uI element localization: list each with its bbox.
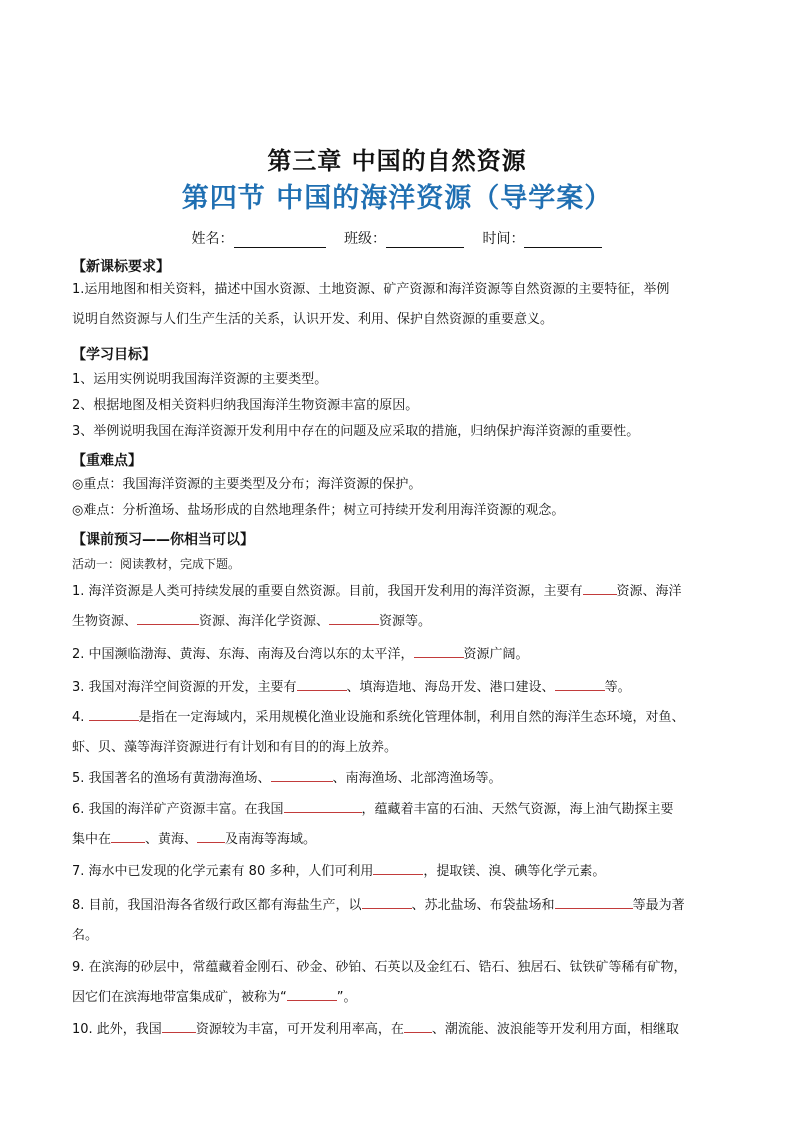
question-4: 4. 是指在一定海域内，采用规模化渔业设施和系统化管理体制，利用自然的海洋生态环境，对鱼、 虾、贝、藻等海洋资源进行有计划和有目的的海上放养。	[72, 703, 732, 763]
answer-blank[interactable]	[89, 707, 139, 721]
name-blank[interactable]	[234, 233, 326, 248]
answer-blank[interactable]	[137, 611, 199, 625]
answer-blank[interactable]	[162, 1019, 196, 1033]
objectives-list	[72, 367, 732, 445]
answer-blank[interactable]	[583, 581, 617, 595]
answer-blank[interactable]	[111, 829, 145, 843]
keypoint-item: ◎重点：我国海洋资源的主要类型及分布；海洋资源的保护。	[72, 477, 422, 492]
keypoints-list	[72, 472, 732, 524]
answer-blank[interactable]	[373, 861, 423, 875]
answer-blank[interactable]	[362, 895, 412, 909]
question-8: 8. 目前，我国沿海各省级行政区都有海盐生产，以 、苏北盐场、布袋盐场和 等最为著 名。	[72, 891, 732, 951]
objective-item: 3、举例说明我国在海洋资源开发利用中存在的问题及应采取的措施，归纳保护海洋资源的重要性。	[72, 424, 640, 439]
curriculum-line-1: 1.运用地图和相关资料，描述中国水资源、土地资源、矿产资源和海洋资源等自然资源的主要特征，举例	[72, 282, 670, 297]
class-field[interactable]	[344, 231, 464, 247]
answer-blank[interactable]	[297, 677, 347, 691]
answer-blank[interactable]	[414, 644, 464, 658]
curriculum-heading: 【新课标要求】	[72, 259, 170, 275]
answer-blank[interactable]	[197, 829, 225, 843]
time-blank[interactable]	[524, 233, 602, 248]
question-2: 2. 中国濒临渤海、黄海、东海、南海及台湾以东的太平洋， 资源广阔。	[72, 640, 732, 670]
time-label: 时间：	[482, 231, 525, 247]
question-9: 9. 在滨海的砂层中，常蕴藏着金刚石、砂金、砂铂、石英以及金红石、锆石、独居石、钛铁矿等稀有矿物， 因它们在滨海地带富集成矿，被称为“ ”。	[72, 960, 687, 1005]
objectives-heading: 【学习目标】	[72, 347, 156, 363]
answer-blank[interactable]	[404, 1019, 432, 1033]
time-field[interactable]	[482, 231, 602, 247]
curriculum-line-2: 说明自然资源与人们生产生活的关系，认识开发、利用、保护自然资源的重要意义。	[72, 312, 554, 327]
curriculum-text	[72, 275, 732, 335]
question-10: 10. 此外，我国 资源较为丰富，可开发利用率高，在 、潮流能、波浪能等开发利用方面，相继取	[72, 1015, 732, 1045]
answer-blank[interactable]	[284, 799, 362, 813]
answer-blank[interactable]	[555, 895, 633, 909]
objective-item: 2、根据地图及相关资料归纳我国海洋生物资源丰富的原因。	[72, 398, 419, 413]
question-6: 6. 我国的海洋矿产资源丰富。在我国 ，蕴藏着丰富的石油、天然气资源，海上油气勘探主要 集中在 、黄海、 及南海等海域。	[72, 795, 732, 855]
preview-heading: 【课前预习——你相当可以】	[72, 532, 254, 548]
name-field[interactable]	[192, 231, 326, 247]
keypoint-item: ◎难点：分析渔场、盐场形成的自然地理条件；树立可持续开发利用海洋资源的观念。	[72, 503, 565, 518]
class-blank[interactable]	[386, 233, 464, 248]
question-7: 7. 海水中已发现的化学元素有 80 多种，人们可利用 ，提取镁、溴、碘等化学元素。	[72, 857, 732, 887]
class-label: 班级：	[344, 231, 386, 247]
activity-label: 活动一：阅读教材，完成下题。	[72, 557, 241, 571]
answer-blank[interactable]	[329, 611, 379, 625]
question-3: 3. 我国对海洋空间资源的开发，主要有 、填海造地、海岛开发、港口建设、 等。	[72, 673, 732, 703]
chapter-title: 第三章 中国的自然资源	[267, 147, 527, 175]
name-label: 姓名：	[191, 231, 234, 247]
keypoints-heading: 【重难点】	[72, 453, 142, 469]
answer-blank[interactable]	[271, 768, 333, 782]
answer-blank[interactable]	[555, 677, 605, 691]
question-5: 5. 我国著名的渔场有黄渤海渔场、 、南海渔场、北部湾渔场等。	[72, 764, 732, 794]
answer-blank[interactable]	[287, 987, 337, 1001]
objective-item: 1、运用实例说明我国海洋资源的主要类型。	[72, 372, 328, 387]
student-info-row	[0, 228, 794, 248]
question-1: 1. 海洋资源是人类可持续发展的重要自然资源。目前，我国开发利用的海洋资源，主要有 资源、海洋 生物资源、 资源、海洋化学资源、 资源等。	[72, 577, 732, 637]
section-title: 第四节 中国的海洋资源（导学案）	[181, 183, 613, 214]
